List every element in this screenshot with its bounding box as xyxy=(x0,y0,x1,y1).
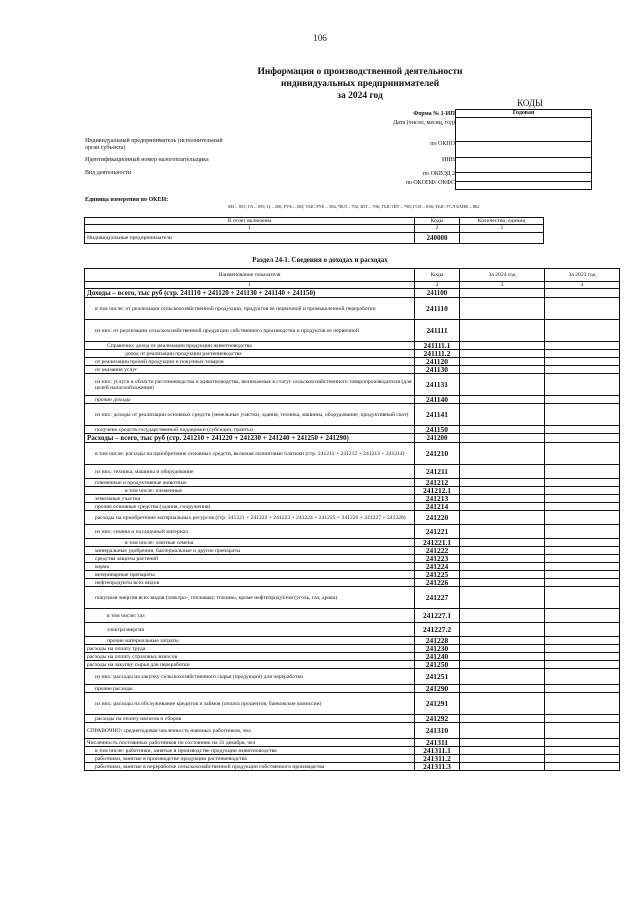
okei-label: Единица измерения по ОКЕИ: xyxy=(85,197,169,203)
table-row xyxy=(85,525,620,539)
row-code: 241311.1 xyxy=(415,747,460,755)
row-value-2023[interactable] xyxy=(545,645,620,653)
row-code: 241292 xyxy=(415,715,460,723)
table-row xyxy=(85,563,620,571)
row-code: 241141 xyxy=(415,404,460,426)
row-indicator-name: расходы на приобретение материальных ресурсов (стр. 241221 + 241222 + 241223 + 241224 + 241225 + 241226 + 241227 + 241228) xyxy=(85,511,415,525)
row-value-2024[interactable] xyxy=(460,342,545,350)
table-row xyxy=(85,661,620,669)
row-code: 241213 xyxy=(415,495,460,503)
okopf-label: по ОКОПФ/ ОКФС xyxy=(405,180,455,186)
table-row xyxy=(85,511,620,525)
row-value-2023[interactable] xyxy=(545,298,620,320)
table-row xyxy=(85,685,620,693)
row-value-2023[interactable] xyxy=(545,374,620,396)
row-value-2023[interactable] xyxy=(545,525,620,539)
inn-code-label: ИНН xyxy=(442,157,455,163)
report-num-2: 2 xyxy=(415,225,460,232)
row-value-2024[interactable] xyxy=(460,555,545,563)
row-value-2024[interactable] xyxy=(460,653,545,661)
row-value-2023[interactable] xyxy=(545,563,620,571)
inn-field[interactable] xyxy=(456,158,591,173)
row-value-2024[interactable] xyxy=(460,396,545,404)
report-num-1: 1 xyxy=(85,225,415,232)
row-value-2024[interactable] xyxy=(460,637,545,645)
row-code: 241291 xyxy=(415,693,460,715)
table-row xyxy=(85,653,620,661)
row-code: 241200 xyxy=(415,434,460,443)
row-code: 241240 xyxy=(415,653,460,661)
row-indicator-name: прочие расходы xyxy=(85,685,415,693)
row-indicator-name: минеральные удобрения, бактериальные и другие препараты xyxy=(85,547,415,555)
row-value-2023[interactable] xyxy=(545,358,620,366)
report-num-3: 3 xyxy=(460,225,544,232)
row-code: 241250 xyxy=(415,661,460,669)
row-indicator-name: в том числе: племенные xyxy=(85,487,415,495)
row-value-2024[interactable] xyxy=(460,404,545,426)
row-value-2023[interactable] xyxy=(545,723,620,739)
row-code: 241226 xyxy=(415,579,460,587)
page-number: 106 xyxy=(313,33,327,43)
row-value-2023[interactable] xyxy=(545,320,620,342)
row-indicator-name: из них: техника, машины и оборудование xyxy=(85,465,415,479)
date-label: Дата (число, месяц, год) xyxy=(393,120,455,126)
row-value-2023[interactable] xyxy=(545,623,620,637)
entrepreneur-label: Индивидуальный предприниматель (исполнительный орган субъекта) xyxy=(85,138,223,151)
table-row xyxy=(85,465,620,479)
col-header-2024: За 2024 год xyxy=(460,269,545,282)
taxpayer-id-label: Идентификационный номер налогоплательщика xyxy=(85,157,209,163)
row-indicator-name: ветеринарные препараты xyxy=(85,571,415,579)
codes-header: КОДЫ xyxy=(517,98,543,108)
table-row xyxy=(85,555,620,563)
section-title: Раздел 24-1. Сведения о доходах и расходах xyxy=(252,256,388,264)
row-value-2024[interactable] xyxy=(460,623,545,637)
row-value-2024[interactable] xyxy=(460,563,545,571)
row-value-2024[interactable] xyxy=(460,739,545,747)
row-code: 241212 xyxy=(415,479,460,487)
row-value-2023[interactable] xyxy=(545,342,620,350)
table-row xyxy=(85,443,620,465)
table-row xyxy=(85,693,620,715)
row-value-2024[interactable] xyxy=(460,685,545,693)
row-value-2023[interactable] xyxy=(545,661,620,669)
row-indicator-name: доход от реализации продукции растениеводства xyxy=(85,350,415,358)
row-value-2023[interactable] xyxy=(545,479,620,487)
table-row xyxy=(85,539,620,547)
row-value-2023[interactable] xyxy=(545,747,620,755)
row-code: 241140 xyxy=(415,396,460,404)
table-row xyxy=(85,396,620,404)
row-code: 241311.2 xyxy=(415,755,460,763)
row-code: 241230 xyxy=(415,645,460,653)
col-header-codes: Коды xyxy=(415,269,460,282)
row-value-2023[interactable] xyxy=(545,669,620,685)
row-value-2023[interactable] xyxy=(545,693,620,715)
row-code: 241290 xyxy=(415,685,460,693)
row-value-2024[interactable] xyxy=(460,645,545,653)
table-row xyxy=(85,479,620,487)
col-num-1: 1 xyxy=(85,282,415,289)
table-row xyxy=(85,434,620,443)
report-scope-table xyxy=(84,217,544,244)
form-title-line-2: индивидуальных предпринимателей xyxy=(280,79,440,89)
row-value-2023[interactable] xyxy=(545,547,620,555)
row-value-2024[interactable] xyxy=(460,426,545,434)
table-row xyxy=(85,495,620,503)
row-indicator-name: прочие доходы xyxy=(85,396,415,404)
table-row xyxy=(85,571,620,579)
table-row xyxy=(85,623,620,637)
report-row-quantity[interactable] xyxy=(460,232,544,243)
table-row xyxy=(85,739,620,747)
row-indicator-name: Справочно: доход от реализации продукции животноводства xyxy=(85,342,415,350)
row-value-2024[interactable] xyxy=(460,723,545,739)
row-indicator-name: из них: услуги в области растениеводства и животноводства, включаемые в статус сельскохозяйственного товаропроизводителя (для целей налогообложения) xyxy=(85,374,415,396)
row-code: 241220 xyxy=(415,511,460,525)
row-value-2024[interactable] xyxy=(460,434,545,443)
table-row xyxy=(85,289,620,298)
table-row xyxy=(85,503,620,511)
row-indicator-name: расходы на оплату страховых взносов xyxy=(85,653,415,661)
row-value-2023[interactable] xyxy=(545,465,620,479)
row-value-2023[interactable] xyxy=(545,755,620,763)
row-code: 241311 xyxy=(415,739,460,747)
row-code: 241210 xyxy=(415,443,460,465)
row-value-2024[interactable] xyxy=(460,669,545,685)
form-title-line-3: за 2024 год xyxy=(337,91,383,101)
activity-type-label: Вид деятельности xyxy=(85,170,132,176)
table-row xyxy=(85,669,620,685)
row-indicator-name: в том числе: элитные семена xyxy=(85,539,415,547)
col-header-indicator: Наименование показателя xyxy=(85,269,415,282)
row-indicator-name: расходы на оплату труда xyxy=(85,645,415,653)
form-title-line-1: Информация о производственной деятельности xyxy=(257,67,463,77)
row-indicator-name: прочие основные средства (здания, сооружения) xyxy=(85,503,415,511)
row-indicator-name: в том числе: расходы на приобретение основных средств, включая лизинговые платежи (стр. 241211 + 241212 + 241213 + 241214) xyxy=(85,443,415,465)
table-row xyxy=(85,366,620,374)
row-value-2024[interactable] xyxy=(460,511,545,525)
row-value-2024[interactable] xyxy=(460,503,545,511)
row-value-2023[interactable] xyxy=(545,555,620,563)
table-row xyxy=(85,298,620,320)
row-value-2023[interactable] xyxy=(545,503,620,511)
okpo-label: по ОКПО xyxy=(430,141,455,147)
form-number-label: Форма № 1-ИП xyxy=(413,111,455,117)
row-value-2024[interactable] xyxy=(460,661,545,669)
row-value-2024[interactable] xyxy=(460,525,545,539)
row-code: 241222 xyxy=(415,547,460,555)
row-value-2023[interactable] xyxy=(545,426,620,434)
row-value-2023[interactable] xyxy=(545,366,620,374)
table-row xyxy=(85,645,620,653)
okei-list: МЗ – 055; ГА – 059; Ц – 206; РУБ – 383; ТЫС РУБ – 384; ЧЕЛ – 792; ШТ – 796; ТЫС ШТ – 798; ГОЛ – 836; ТЫС УСЛ БАНК – 862 xyxy=(228,204,480,209)
row-indicator-name: из них: расходы на закупку сельскохозяйственного сырья (продукции) для переработки xyxy=(85,669,415,685)
table-row xyxy=(85,487,620,495)
row-value-2024[interactable] xyxy=(460,374,545,396)
table-row xyxy=(85,723,620,739)
table-row xyxy=(85,747,620,755)
row-indicator-name: Доходы – всего, тыс руб (стр. 241110 + 241120 + 241130 + 241140 + 241150) xyxy=(85,289,415,298)
row-indicator-name: земельные участки xyxy=(85,495,415,503)
row-indicator-name: от реализации прочей продукции и покупных товаров xyxy=(85,358,415,366)
row-value-2023[interactable] xyxy=(545,587,620,609)
row-code: 241225 xyxy=(415,571,460,579)
row-value-2024[interactable] xyxy=(460,547,545,555)
row-indicator-name: из них: семена и посадочный материал xyxy=(85,525,415,539)
row-indicator-name: расходы на оплату налогов и сборов xyxy=(85,715,415,723)
table-row xyxy=(85,579,620,587)
table-row xyxy=(85,587,620,609)
row-value-2023[interactable] xyxy=(545,443,620,465)
row-indicator-name: нефтепродукты всех видов xyxy=(85,579,415,587)
row-code: 241227 xyxy=(415,587,460,609)
row-code: 241221 xyxy=(415,525,460,539)
codes-box xyxy=(455,109,592,190)
col-num-4: 4 xyxy=(545,282,620,289)
row-value-2024[interactable] xyxy=(460,747,545,755)
row-indicator-name: из них: от реализации сельскохозяйственной продукции собственного производства и продуктов ее первичной xyxy=(85,320,415,342)
row-indicator-name: Расходы – всего, тыс руб (стр. 241210 + 241220 + 241230 + 241240 + 241250 + 241290) xyxy=(85,434,415,443)
row-indicator-name: средства защиты растений xyxy=(85,555,415,563)
row-value-2024[interactable] xyxy=(460,350,545,358)
row-value-2024[interactable] xyxy=(460,289,545,298)
table-row xyxy=(85,715,620,723)
row-code: 241227.2 xyxy=(415,623,460,637)
row-code: 241111 xyxy=(415,320,460,342)
row-indicator-name: племенные и продуктивные животные xyxy=(85,479,415,487)
table-row xyxy=(85,609,620,623)
okved-label: по ОКВЭД 2 xyxy=(422,171,455,177)
report-header-quantity: Количество, единиц xyxy=(460,218,544,225)
date-field[interactable] xyxy=(456,118,591,142)
row-value-2024[interactable] xyxy=(460,609,545,623)
row-code: 241111.2 xyxy=(415,350,460,358)
table-row xyxy=(85,342,620,350)
row-code: 241224 xyxy=(415,563,460,571)
okpo-field[interactable] xyxy=(456,142,591,158)
report-row-name: Индивидуальные предприниматели xyxy=(85,232,415,243)
row-indicator-name: в том числе: от реализации сельскохозяйственной продукции, продуктов ее первичной и промышленной переработки xyxy=(85,298,415,320)
row-code: 241251 xyxy=(415,669,460,685)
row-value-2024[interactable] xyxy=(460,443,545,465)
row-indicator-name: от оказания услуг xyxy=(85,366,415,374)
row-indicator-name: из них: доходы от реализации основных средств (земельные участки, здания, техника, машины, оборудование, продуктивный скот) xyxy=(85,404,415,426)
row-value-2023[interactable] xyxy=(545,434,620,443)
table-row xyxy=(85,755,620,763)
row-indicator-name: в том числе: газ xyxy=(85,609,415,623)
row-value-2024[interactable] xyxy=(460,366,545,374)
table-row xyxy=(85,547,620,555)
row-value-2023[interactable] xyxy=(545,653,620,661)
row-value-2023[interactable] xyxy=(545,350,620,358)
row-indicator-name: работники, занятые в производстве продукции растениеводства xyxy=(85,755,415,763)
row-value-2023[interactable] xyxy=(545,289,620,298)
row-indicator-name: получено средств государственной поддержки (субсидии, гранты) xyxy=(85,426,415,434)
row-value-2023[interactable] xyxy=(545,539,620,547)
row-code: 241310 xyxy=(415,723,460,739)
row-indicator-name: Численность постоянных работников по состоянию на 31 декабря, чел xyxy=(85,739,415,747)
row-value-2023[interactable] xyxy=(545,685,620,693)
row-code: 241221.1 xyxy=(415,539,460,547)
row-value-2024[interactable] xyxy=(460,571,545,579)
row-value-2023[interactable] xyxy=(545,715,620,723)
row-code: 241110 xyxy=(415,298,460,320)
row-value-2024[interactable] xyxy=(460,358,545,366)
row-code: 241311.3 xyxy=(415,763,460,771)
row-value-2024[interactable] xyxy=(460,495,545,503)
row-value-2023[interactable] xyxy=(545,511,620,525)
row-indicator-name: электроэнергия xyxy=(85,623,415,637)
table-row xyxy=(85,637,620,645)
row-value-2024[interactable] xyxy=(460,320,545,342)
row-indicator-name: покупная энергия всех видов (электро-, тепловая); топливо, кроме нефтепродуктов (уголь, газ, дрова) xyxy=(85,587,415,609)
row-value-2023[interactable] xyxy=(545,763,620,771)
row-code: 241223 xyxy=(415,555,460,563)
row-value-2023[interactable] xyxy=(545,396,620,404)
row-code: 241228 xyxy=(415,637,460,645)
report-row-code: 240000 xyxy=(415,232,460,243)
table-row xyxy=(85,350,620,358)
row-value-2024[interactable] xyxy=(460,755,545,763)
col-header-2023: За 2023 год xyxy=(545,269,620,282)
income-expense-table xyxy=(84,268,620,771)
okved-field[interactable] xyxy=(456,173,591,182)
row-value-2023[interactable] xyxy=(545,487,620,495)
row-value-2023[interactable] xyxy=(545,404,620,426)
table-row xyxy=(85,404,620,426)
okopf-field[interactable] xyxy=(456,182,591,191)
row-indicator-name: работники, занятые в переработке сельскохозяйственной продукции собственного производства xyxy=(85,763,415,771)
table-row xyxy=(85,763,620,771)
row-value-2024[interactable] xyxy=(460,715,545,723)
row-value-2023[interactable] xyxy=(545,571,620,579)
row-code: 241111.1 xyxy=(415,342,460,350)
row-code: 241214 xyxy=(415,503,460,511)
row-code: 241212.1 xyxy=(415,487,460,495)
row-indicator-name: из них: расходы на обслуживание кредитов и займов (оплата процентов, банковские комиссии) xyxy=(85,693,415,715)
row-code: 241211 xyxy=(415,465,460,479)
row-value-2024[interactable] xyxy=(460,479,545,487)
row-code: 241120 xyxy=(415,358,460,366)
row-value-2024[interactable] xyxy=(460,587,545,609)
row-value-2024[interactable] xyxy=(460,465,545,479)
row-value-2023[interactable] xyxy=(545,579,620,587)
row-indicator-name: в том числе: работники, занятые в производстве продукции животноводства xyxy=(85,747,415,755)
row-value-2024[interactable] xyxy=(460,763,545,771)
row-code: 241227.1 xyxy=(415,609,460,623)
row-code: 241100 xyxy=(415,289,460,298)
row-code: 241131 xyxy=(415,374,460,396)
row-value-2023[interactable] xyxy=(545,495,620,503)
row-value-2023[interactable] xyxy=(545,609,620,623)
row-indicator-name: прочие материальные затраты xyxy=(85,637,415,645)
col-num-2: 2 xyxy=(415,282,460,289)
form-periodicity: Годовая xyxy=(456,110,591,118)
row-code: 241150 xyxy=(415,426,460,434)
row-value-2024[interactable] xyxy=(460,579,545,587)
row-indicator-name: расходы на закупку сырья для переработки xyxy=(85,661,415,669)
report-header-codes: Коды xyxy=(415,218,460,225)
row-indicator-name: СПРАВОЧНО: среднегодовая численность наемных работников, чел xyxy=(85,723,415,739)
row-value-2023[interactable] xyxy=(545,637,620,645)
row-value-2023[interactable] xyxy=(545,739,620,747)
col-num-3: 3 xyxy=(460,282,545,289)
table-row xyxy=(85,374,620,396)
table-row xyxy=(85,320,620,342)
table-row xyxy=(85,358,620,366)
row-indicator-name: корма xyxy=(85,563,415,571)
row-value-2024[interactable] xyxy=(460,487,545,495)
row-value-2024[interactable] xyxy=(460,539,545,547)
row-value-2024[interactable] xyxy=(460,298,545,320)
report-header-included: В отчет включены xyxy=(85,218,415,225)
row-code: 241130 xyxy=(415,366,460,374)
row-value-2024[interactable] xyxy=(460,693,545,715)
table-row xyxy=(85,426,620,434)
